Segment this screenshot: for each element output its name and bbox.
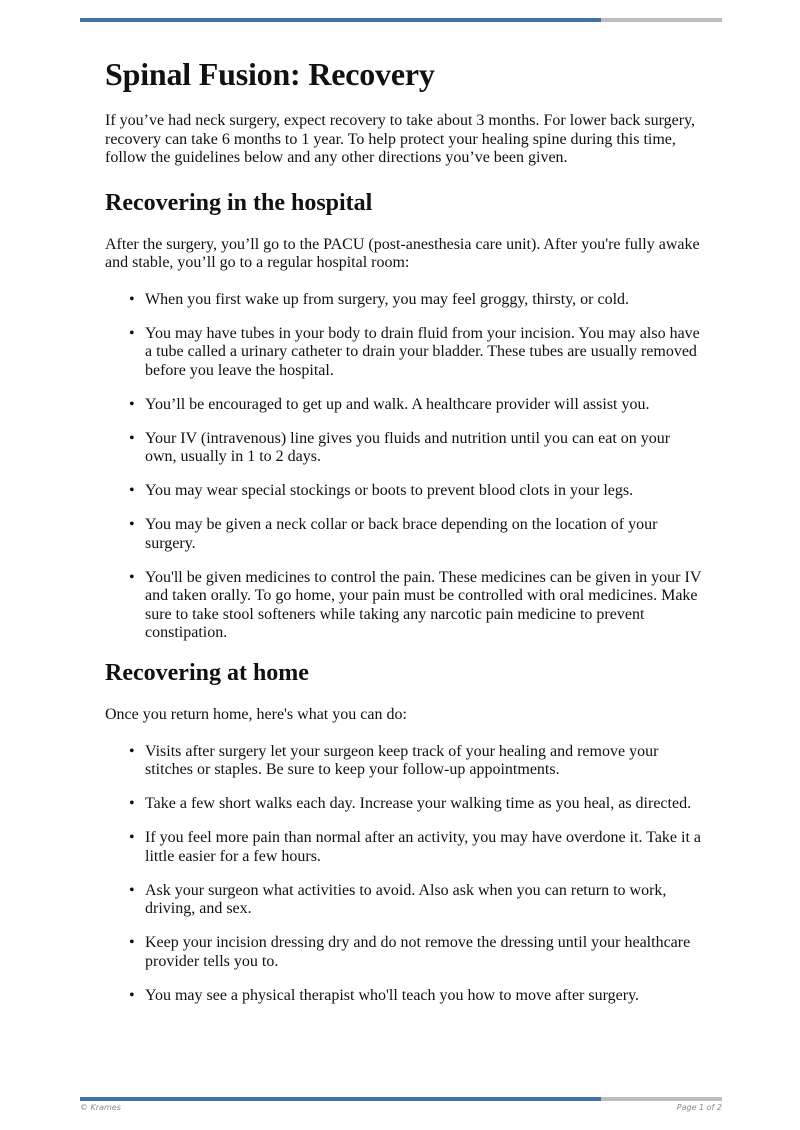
list-item: • You may see a physical therapist who'll teach you how to move after surgery. — [129, 986, 640, 1004]
header-rule — [80, 18, 722, 22]
list-item: • When you first wake up from surgery, you may feel groggy, thirsty, or cold. — [129, 290, 630, 308]
list-item: • Keep your incision dressing dry and do not remove the dressing until your healthcare provider tells you to. — [129, 934, 691, 970]
bullet-icon: • — [129, 516, 135, 533]
footer-rule — [80, 1097, 722, 1101]
footer-rule-blue — [80, 1097, 601, 1101]
bullet-list — [105, 743, 705, 1006]
list-item: • Your IV (intravenous) line gives you fluids and nutrition until you can eat on your own, usually in 1 to 2 days. — [129, 429, 671, 465]
list-item: • You may be given a neck collar or back brace depending on the location of your surgery. — [129, 516, 658, 552]
intro-paragraph: If you’ve had neck surgery, expect recovery to take about 3 months. For lower back surgery, recovery can take 6 months to 1 year. To help protect your healing spine during this time, follow the guidelines below and any other directions you’ve been given. — [105, 112, 696, 166]
section-hospital — [105, 188, 705, 643]
section-lead: Once you return home, here's what you can do: — [105, 706, 407, 723]
header-rule-blue — [80, 18, 601, 22]
page-number: Page 1 of 2 — [676, 1103, 722, 1112]
bullet-icon: • — [129, 881, 135, 899]
bullet-list — [105, 291, 705, 643]
list-item: • You'll be given medicines to control the pain. These medicines can be given in your IV and taken orally. To go home, your pain must be controlled with oral medicines. Make sure to take stool softeners while taking any narcotic pain medicine to prevent constipation. — [129, 568, 702, 641]
bullet-icon: • — [129, 324, 135, 342]
footer-rule-gray — [601, 1097, 722, 1101]
section-heading: Recovering in the hospital — [105, 189, 373, 216]
section-lead: After the surgery, you’ll go to the PACU (post-anesthesia care unit). After you're fully awake and stable, you’ll go to a regular hospital room: — [105, 235, 700, 271]
document-body — [105, 52, 705, 1021]
list-item: • You’ll be encouraged to get up and walk. A healthcare provider will assist you. — [129, 395, 650, 413]
header-rule-gray — [601, 18, 722, 22]
page-title: Spinal Fusion: Recovery — [105, 56, 435, 92]
bullet-icon: • — [129, 482, 135, 499]
bullet-icon: • — [129, 829, 135, 846]
list-item: • Ask your surgeon what activities to avoid. Also ask when you can return to work, driving, and sex. — [129, 881, 667, 917]
list-item: • Take a few short walks each day. Increase your walking time as you heal, as directed. — [129, 795, 692, 812]
bullet-icon: • — [129, 290, 135, 308]
page-footer — [80, 1103, 722, 1112]
bullet-icon: • — [129, 934, 135, 951]
bullet-icon: • — [129, 986, 135, 1004]
list-item: • Visits after surgery let your surgeon keep track of your healing and remove your stitches or staples. Be sure to keep your follow-up appointments. — [129, 742, 659, 778]
list-item: • If you feel more pain than normal after an activity, you may have overdone it. Take it a little easier for a few hours. — [129, 829, 702, 865]
section-heading: Recovering at home — [105, 660, 309, 686]
list-item: • You may have tubes in your body to drain fluid from your incision. You may also have a tube called a urinary catheter to drain your bladder. These tubes are usually removed before you leave the hospital. — [129, 324, 700, 379]
list-item: • You may wear special stockings or boots to prevent blood clots in your legs. — [129, 482, 634, 499]
bullet-icon: • — [129, 795, 135, 812]
bullet-icon: • — [129, 742, 135, 760]
copyright-text: © Krames — [80, 1103, 121, 1112]
bullet-icon: • — [129, 429, 135, 447]
bullet-icon: • — [129, 395, 135, 413]
section-home — [105, 658, 705, 1005]
bullet-icon: • — [129, 568, 135, 586]
